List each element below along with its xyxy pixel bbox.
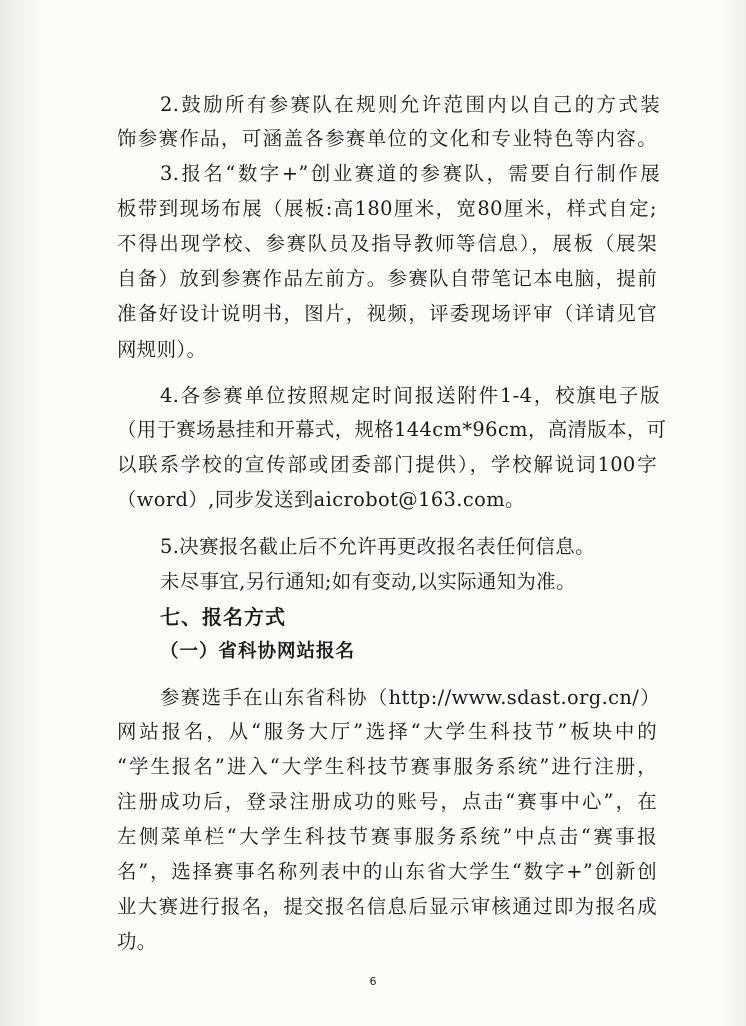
- paragraph-2-line-2: 饰参赛作品，可涵盖各参赛单位的文化和专业特色等内容。: [117, 127, 657, 150]
- paragraph-4-line-4: （word）,同步发送到aicrobot@163.com。: [117, 488, 525, 511]
- paragraph-3-line-4: 自备）放到参赛作品左前方。参赛队自带笔记本电脑，提前: [117, 267, 657, 290]
- registration-line-8: 功。: [117, 930, 157, 953]
- paragraph-4-line-2: （用于赛场悬挂和开幕式，规格144cm*96cm，高清版本，可: [117, 418, 667, 441]
- registration-line-1: 参赛选手在山东省科协（http://www.sdast.org.cn/）: [160, 686, 660, 709]
- paragraph-3-line-5: 准备好设计说明书，图片，视频，评委现场评审（详请见官: [117, 302, 657, 325]
- paragraph-5-line-1: 5.决赛报名截止后不允许再更改报名表任何信息。: [160, 535, 595, 558]
- paragraph-3-line-1: 3.报名“数字+”创业赛道的参赛队，需要自行制作展: [160, 162, 660, 185]
- paragraph-3-line-6: 网规则）。: [117, 338, 207, 361]
- registration-line-5: 左侧菜单栏“大学生科技节赛事服务系统”中点击“赛事报: [117, 825, 657, 848]
- scan-shadow-right: [722, 0, 746, 1026]
- paragraph-3-line-2: 板带到现场布展（展板:高180厘米，宽80厘米，样式自定;: [117, 197, 657, 220]
- scan-shadow-left: [0, 0, 60, 1026]
- paragraph-4-line-1: 4.各参赛单位按照规定时间报送附件1-4，校旗电子版: [160, 384, 660, 407]
- subsection-heading: （一）省科协网站报名: [160, 641, 356, 662]
- paragraph-2-line-1: 2.鼓励所有参赛队在规则允许范围内以自己的方式装: [160, 93, 660, 116]
- registration-line-3: “学生报名”进入“大学生科技节赛事服务系统”进行注册，: [117, 755, 657, 778]
- closing-note: 未尽事宜,另行通知;如有变动,以实际通知为准。: [160, 570, 576, 593]
- paragraph-4-line-3: 以联系学校的宣传部或团委部门提供），学校解说词100字: [117, 453, 657, 476]
- registration-line-6: 名”，选择赛事名称列表中的山东省大学生“数字+”创新创: [117, 860, 657, 883]
- page-number: 6: [369, 975, 377, 988]
- registration-line-7: 业大赛进行报名，提交报名信息后显示审核通过即为报名成: [117, 895, 657, 918]
- paragraph-3-line-3: 不得出现学校、参赛队员及指导教师等信息），展板（展架: [117, 232, 657, 255]
- registration-line-2: 网站报名，从“服务大厅”选择“大学生科技节”板块中的: [117, 720, 657, 743]
- registration-line-4: 注册成功后，登录注册成功的账号，点击“赛事中心”，在: [117, 790, 657, 813]
- section-heading: 七、报名方式: [160, 605, 286, 629]
